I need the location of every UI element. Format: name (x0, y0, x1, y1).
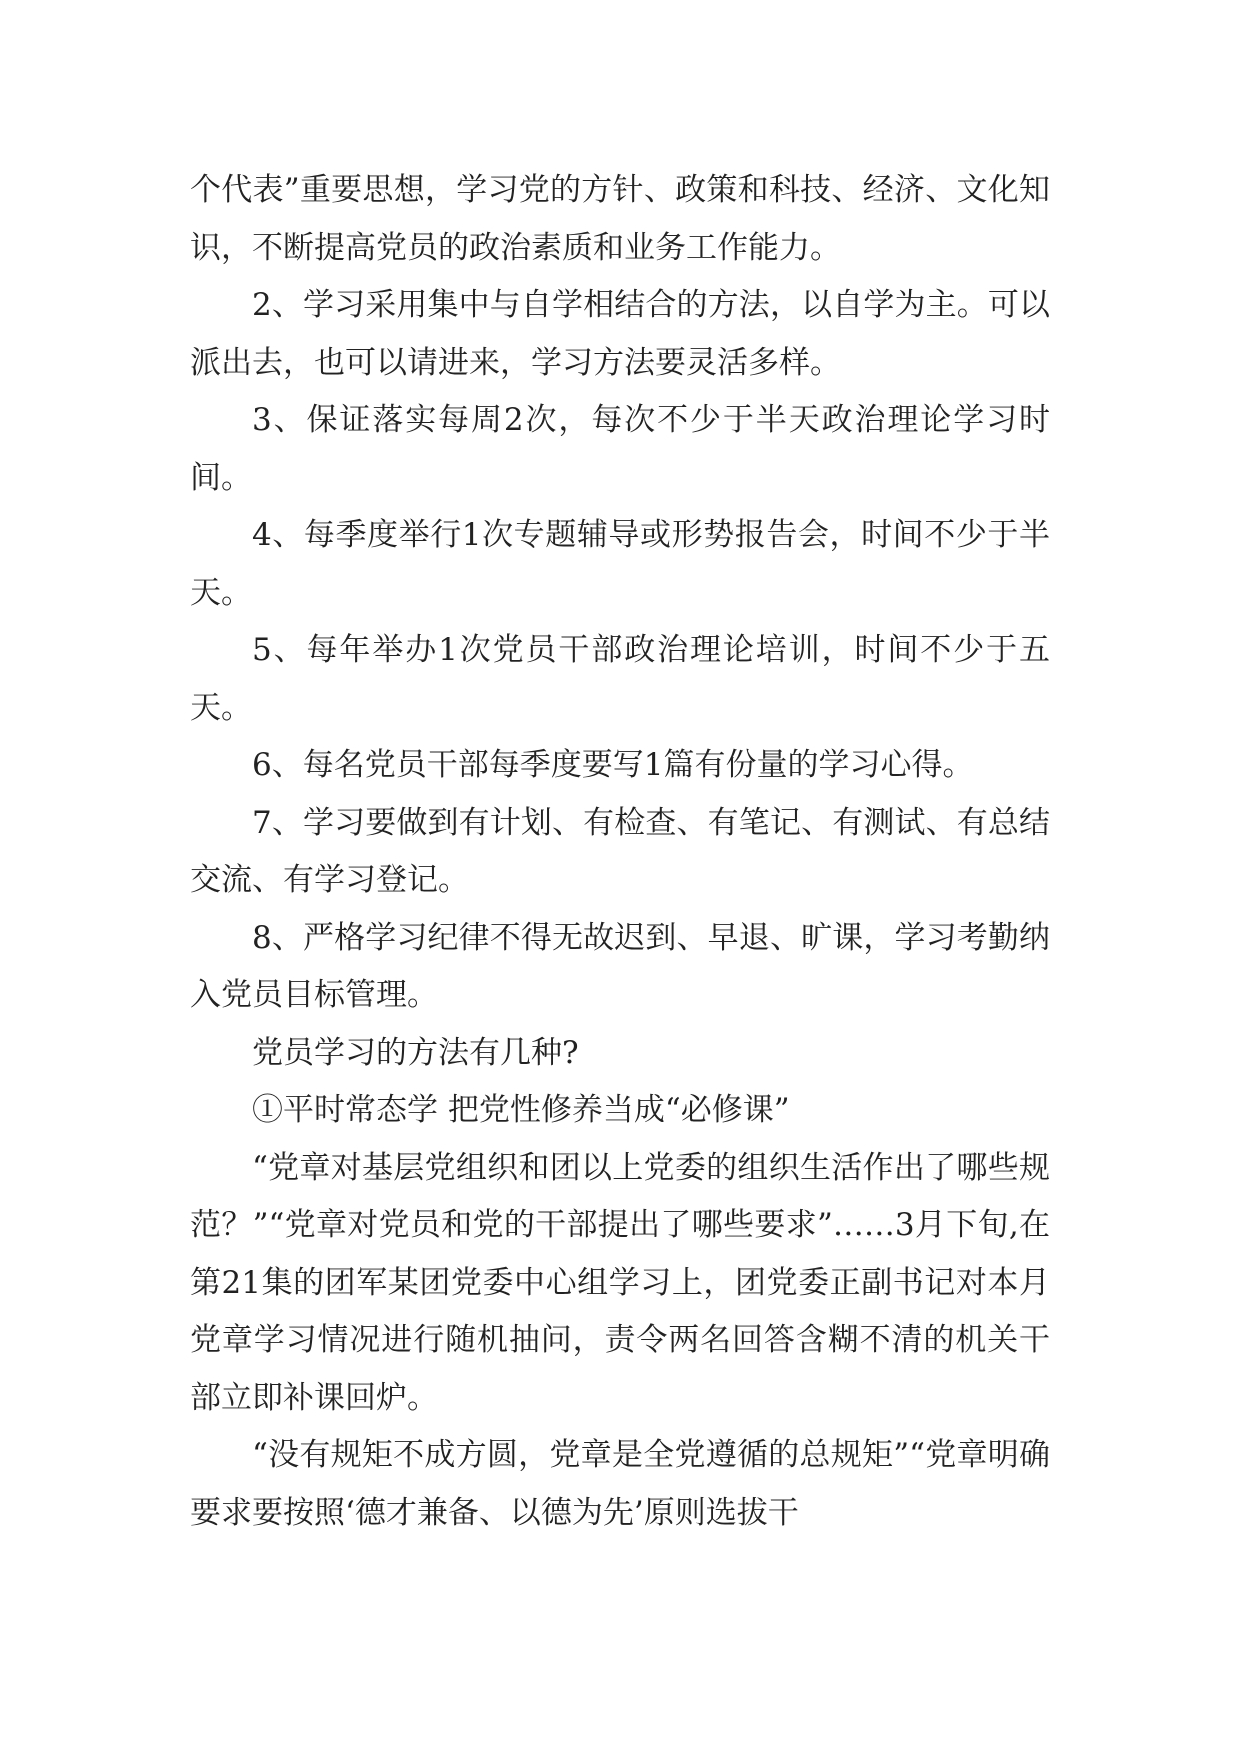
paragraph-5: 5、每年举办1次党员干部政治理论培训，时间不少于五天。 (190, 632, 1050, 726)
paragraph-6: 6、每名党员干部每季度要写1篇有份量的学习心得。 (252, 747, 974, 783)
paragraph-2: 2、学习采用集中与自学相结合的方法，以自学为主。可以派出去，也可以请进来，学习方法要灵活多样。 (190, 287, 1050, 381)
paragraph-8: 8、严格学习纪律不得无故迟到、早退、旷课，学习考勤纳入党员目标管理。 (190, 919, 1050, 1013)
section-question: 党员学习的方法有几种? (252, 1034, 579, 1071)
paragraph-7: 7、学习要做到有计划、有检查、有笔记、有测试、有总结交流、有学习登记。 (190, 804, 1050, 898)
paragraph-9: “党章对基层党组织和团以上党委的组织生活作出了哪些规范？”“党章对党员和党的干部提出了哪些要求”……3月下旬,在第21集的团军某团党委中心组学习上，团党委正副书记对本月党章学习情况进行随机抽问，责令两名回答含糊不清的机关干部立即补课回炉。 (190, 1149, 1050, 1416)
document-body (190, 162, 1050, 1542)
paragraph-1: 个代表”重要思想，学习党的方针、政策和科技、经济、文化知识，不断提高党员的政治素质和业务工作能力。 (190, 172, 1050, 266)
paragraph-10: “没有规矩不成方圆，党章是全党遵循的总规矩”“党章明确要求要按照‘德才兼备、以德为先’原则选拔干 (190, 1437, 1050, 1531)
paragraph-4: 4、每季度举行1次专题辅导或形势报告会，时间不少于半天。 (190, 517, 1050, 611)
section-heading-1: ①平时常态学 把党性修养当成“必修课” (252, 1092, 790, 1128)
paragraph-3: 3、保证落实每周2次，每次不少于半天政治理论学习时间。 (190, 402, 1050, 496)
